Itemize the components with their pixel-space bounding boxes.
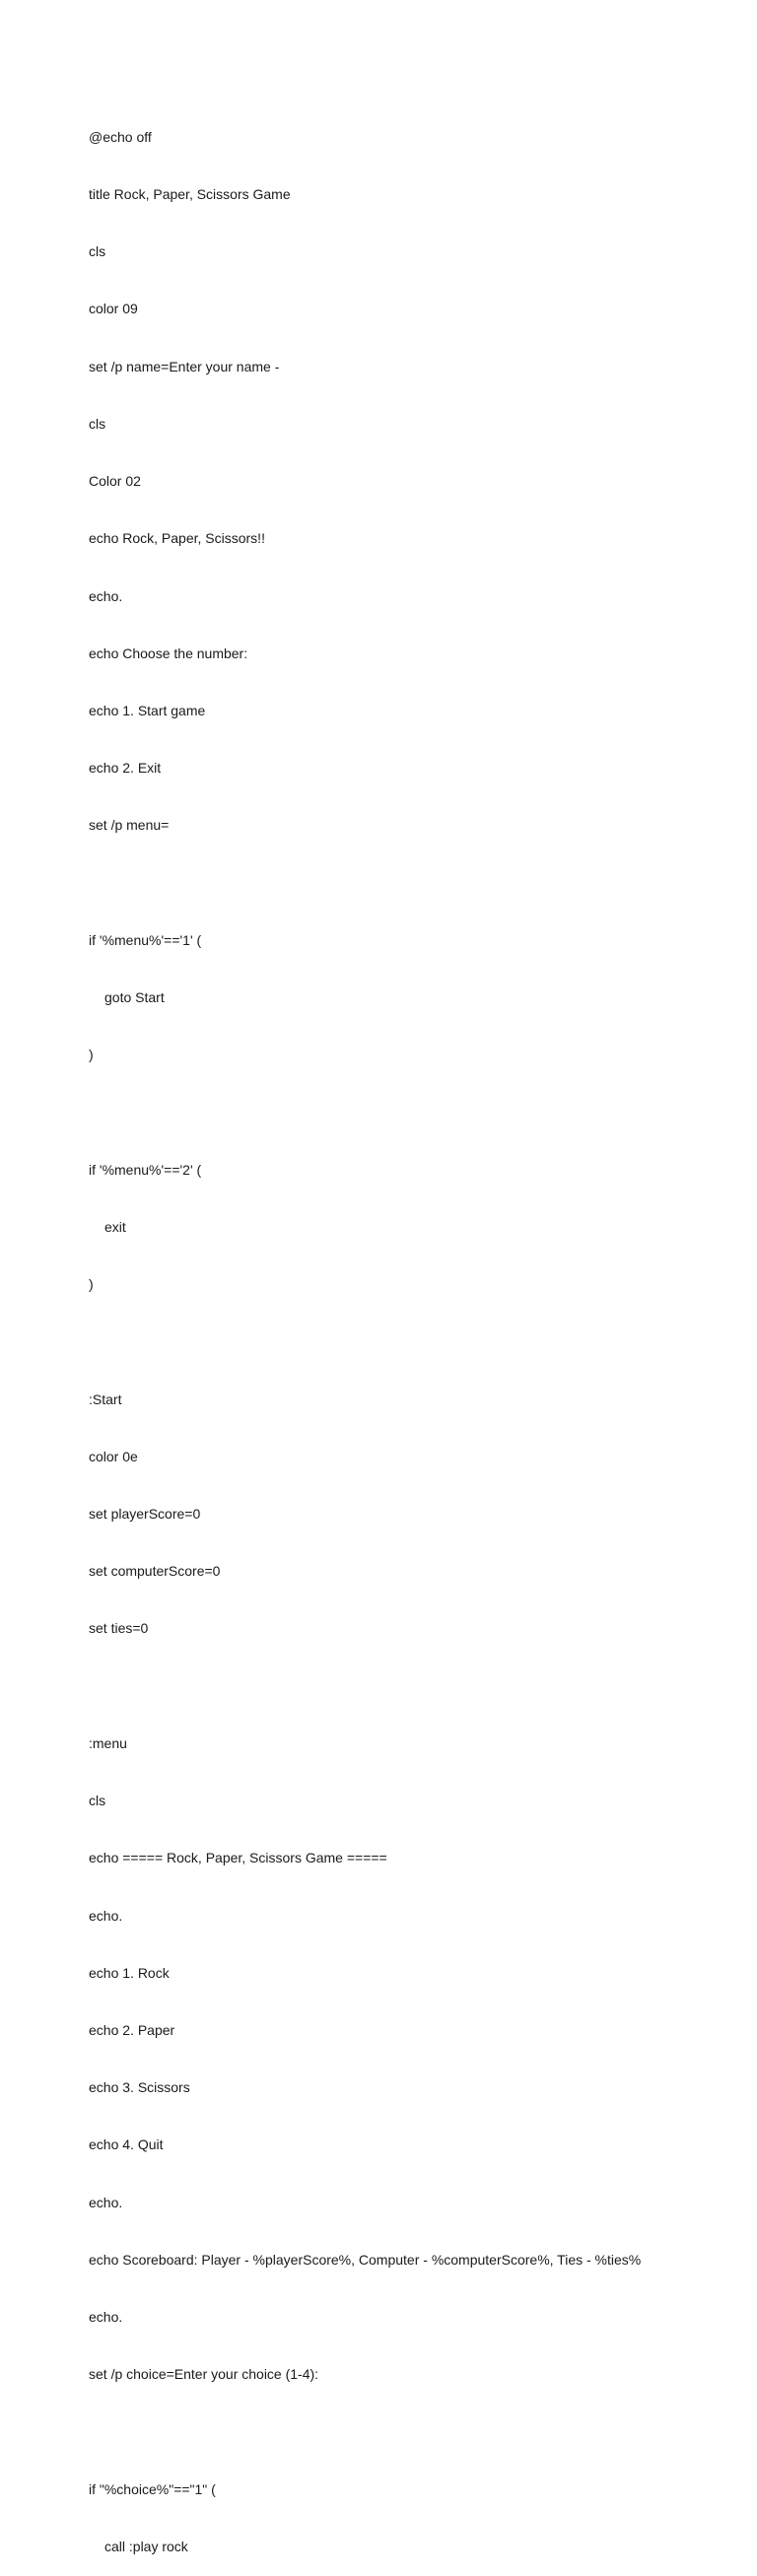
code-line: set computerScore=0: [89, 1563, 221, 1580]
code-line: echo 4. Quit: [89, 2136, 164, 2153]
code-line: echo 2. Paper: [89, 2021, 175, 2038]
blank-line: [89, 874, 739, 893]
code-line: @echo off: [89, 128, 152, 145]
code-line: if "%choice%"=="1" (: [89, 2480, 216, 2497]
code-line-indented: call :play rock: [104, 2538, 188, 2554]
code-line: :Start: [89, 1390, 122, 1407]
code-line: echo 2. Exit: [89, 760, 162, 777]
code-line: title Rock, Paper, Scissors Game: [89, 186, 291, 203]
code-line: if '%menu%'=='1' (: [89, 931, 202, 948]
code-line: color 0e: [89, 1448, 138, 1464]
code-line: echo 1. Start game: [89, 703, 206, 718]
code-line: echo 3. Scissors: [89, 2079, 190, 2096]
code-line: cls: [89, 1793, 106, 1809]
code-line: echo Rock, Paper, Scissors!!: [89, 530, 265, 547]
code-line: set ties=0: [89, 1620, 149, 1637]
code-line: Color 02: [89, 473, 141, 490]
code-line: set /p menu=: [89, 817, 170, 834]
code-line: set /p choice=Enter your choice (1-4):: [89, 2366, 319, 2383]
code-line: echo.: [89, 2309, 123, 2326]
blank-line: [89, 1332, 739, 1351]
code-line: echo Choose the number:: [89, 644, 248, 661]
code-line: echo.: [89, 2194, 123, 2210]
code-line: cls: [89, 243, 106, 260]
blank-line: [89, 1104, 739, 1122]
blank-line: [89, 1677, 739, 1696]
code-line: :menu: [89, 1734, 127, 1751]
code-line: color 09: [89, 301, 138, 317]
code-line: cls: [89, 415, 106, 432]
code-line: ): [89, 1047, 94, 1063]
code-line: echo Scoreboard: Player - %playerScore%, Computer - %computerScore%, Ties - %ties%: [89, 2251, 642, 2268]
code-line: echo 1. Rock: [89, 1964, 170, 1981]
code-line: echo ===== Rock, Paper, Scissors Game =====: [89, 1850, 387, 1866]
code-line: set playerScore=0: [89, 1506, 201, 1523]
code-line: ): [89, 1276, 94, 1293]
code-line: echo.: [89, 1907, 123, 1924]
code-line-indented: goto Start: [104, 989, 165, 1006]
code-line: set /p name=Enter your name -: [89, 358, 280, 374]
code-line: echo.: [89, 587, 123, 604]
code-line-indented: exit: [104, 1218, 126, 1235]
document-page: [89, 90, 739, 2576]
code-line: if '%menu%'=='2' (: [89, 1161, 202, 1178]
blank-line: [89, 2423, 739, 2442]
